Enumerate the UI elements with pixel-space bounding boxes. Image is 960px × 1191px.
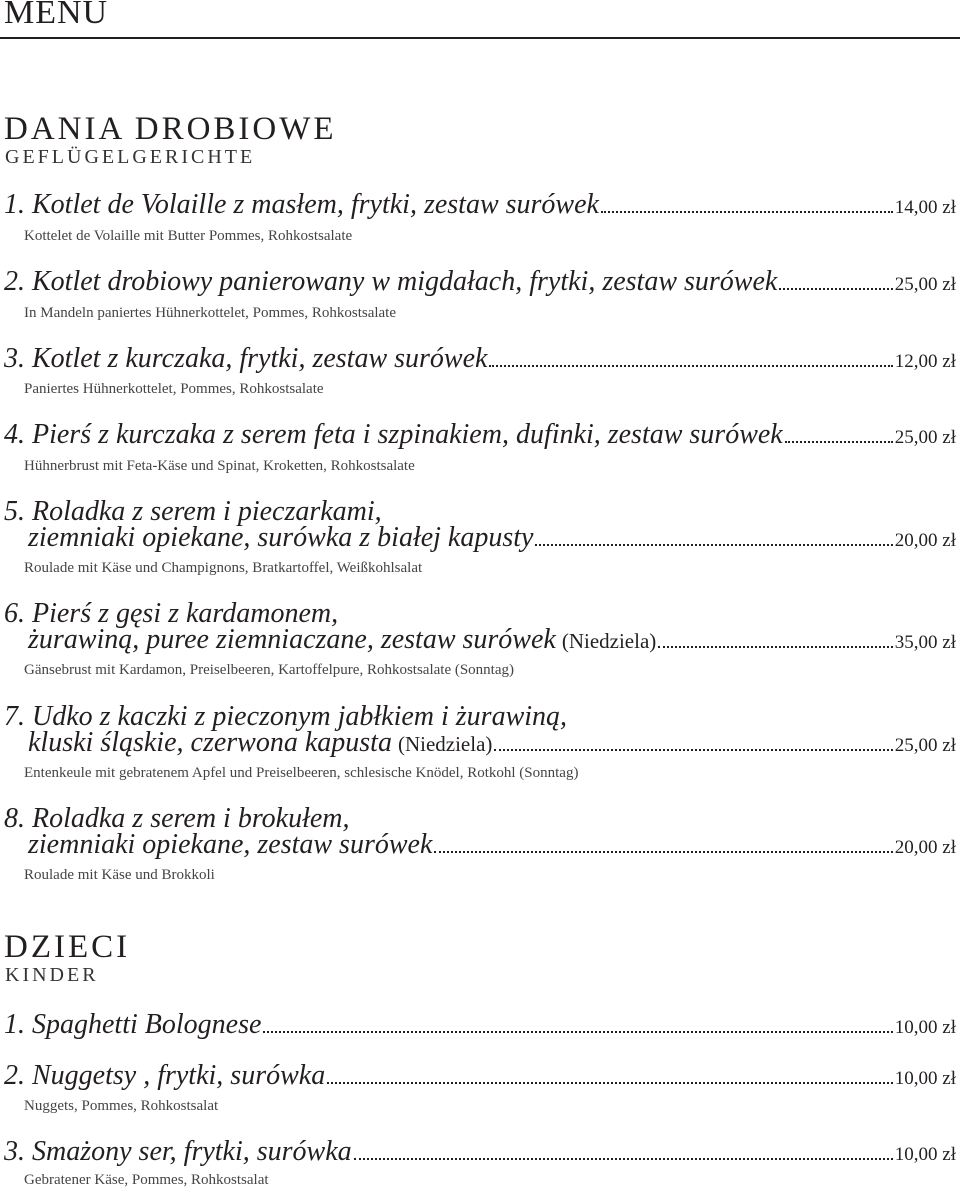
menu-item-line — [4, 1010, 956, 1041]
dish-translation: Gebratener Käse, Pommes, Rohkostsalat — [24, 1172, 269, 1188]
dish-name: 1. Kotlet de Volaille z masłem, frytki, zestaw surówek — [4, 189, 599, 220]
day-note: (Niedziela) — [561, 629, 657, 653]
menu-item-line — [28, 625, 956, 656]
dot-leader — [489, 365, 892, 367]
dish-name: 8. Roladka z serem i brokułem, — [4, 803, 350, 834]
menu-item-line — [4, 344, 956, 375]
dish-price: 10,00 zł — [894, 1068, 956, 1089]
dish-translation: Gänsebrust mit Kardamon, Preiselbeeren, Kartoffelpure, Rohkostsalate (Sonntag) — [24, 662, 515, 678]
dish-translation: Entenkeule mit gebratenem Apfel und Preiselbeeren, schlesische Knödel, Rotkohl (Sonntag) — [24, 765, 579, 781]
dish-name: 6. Pierś z gęsi z kardamonem, — [4, 598, 339, 629]
dish-price: 10,00 zł — [894, 1017, 956, 1038]
dish-price: 25,00 zł — [894, 735, 956, 756]
dish-translation: Nuggets, Pommes, Rohkostsalat — [24, 1098, 219, 1114]
dish-translation: Roulade mit Käse und Brokkoli — [24, 867, 215, 883]
menu-item-line — [4, 267, 956, 298]
day-note: (Niedziela) — [397, 732, 493, 756]
dot-leader — [535, 544, 892, 546]
dish-price: 10,00 zł — [894, 1144, 956, 1165]
dish-price: 25,00 zł — [894, 427, 956, 448]
menu-item-line — [4, 190, 956, 221]
dot-leader — [785, 441, 893, 443]
menu-item-line — [4, 1137, 956, 1168]
section-title-poultry: DANIA DROBIOWE — [4, 111, 337, 147]
dish-translation: Hühnerbrust mit Feta-Käse und Spinat, Kroketten, Rohkostsalate — [24, 458, 415, 474]
dish-translation: In Mandeln paniertes Hühnerkottelet, Pommes, Rohkostsalate — [24, 305, 397, 321]
menu-item-line — [4, 420, 956, 451]
dish-translation: Paniertes Hühnerkottelet, Pommes, Rohkostsalate — [24, 381, 324, 397]
dish-translation: Roulade mit Käse und Champignons, Bratkartoffel, Weißkohlsalat — [24, 560, 423, 576]
dish-price: 20,00 zł — [894, 837, 956, 858]
dish-name: 3. Smażony ser, frytki, surówka — [4, 1136, 352, 1167]
menu-item-line — [28, 728, 956, 759]
dish-name-continued: ziemniaki opiekane, surówka z białej kapusty — [28, 522, 534, 553]
dish-translation: Kottelet de Volaille mit Butter Pommes, Rohkostsalate — [24, 228, 353, 244]
dot-leader — [434, 851, 892, 853]
dish-name-continued: kluski śląskie, czerwona kapusta — [28, 727, 392, 758]
dish-price: 25,00 zł — [894, 274, 956, 295]
dish-price: 12,00 zł — [894, 351, 956, 372]
section-title-kids: DZIECI — [4, 929, 131, 965]
dot-leader — [601, 211, 893, 213]
menu-title: MENU — [4, 0, 109, 31]
dish-name: 5. Roladka z serem i pieczarkami, — [4, 496, 382, 527]
dot-leader — [354, 1158, 893, 1160]
menu-item-line — [28, 830, 956, 861]
dish-price: 35,00 zł — [894, 632, 956, 653]
dish-name: 2. Kotlet drobiowy panierowany w migdałach, frytki, zestaw surówek — [4, 266, 778, 297]
dish-name: 3. Kotlet z kurczaka, frytki, zestaw surówek — [4, 343, 488, 374]
dot-leader — [494, 749, 892, 751]
section-subtitle-poultry: GEFLÜGELGERICHTE — [5, 146, 256, 168]
dot-leader — [327, 1082, 893, 1084]
dish-name: 4. Pierś z kurczaka z serem feta i szpinakiem, dufinki, zestaw surówek — [4, 419, 783, 450]
dot-leader — [263, 1031, 892, 1033]
dish-price: 20,00 zł — [894, 530, 956, 551]
menu-item-line — [28, 523, 956, 554]
dish-name: 1. Spaghetti Bolognese — [4, 1009, 262, 1040]
dish-name-continued: żurawiną, puree ziemniaczane, zestaw surówek — [28, 624, 556, 655]
dish-name: 2. Nuggetsy , frytki, surówka — [4, 1060, 326, 1091]
dot-leader — [779, 288, 892, 290]
dish-name: 7. Udko z kaczki z pieczonym jabłkiem i żurawiną, — [4, 701, 568, 732]
title-divider — [0, 37, 960, 39]
menu-item-line — [4, 1061, 956, 1092]
dot-leader — [658, 646, 893, 648]
dish-price: 14,00 zł — [894, 197, 956, 218]
dish-name-continued: ziemniaki opiekane, zestaw surówek — [28, 829, 433, 860]
section-subtitle-kids: KINDER — [5, 964, 99, 986]
